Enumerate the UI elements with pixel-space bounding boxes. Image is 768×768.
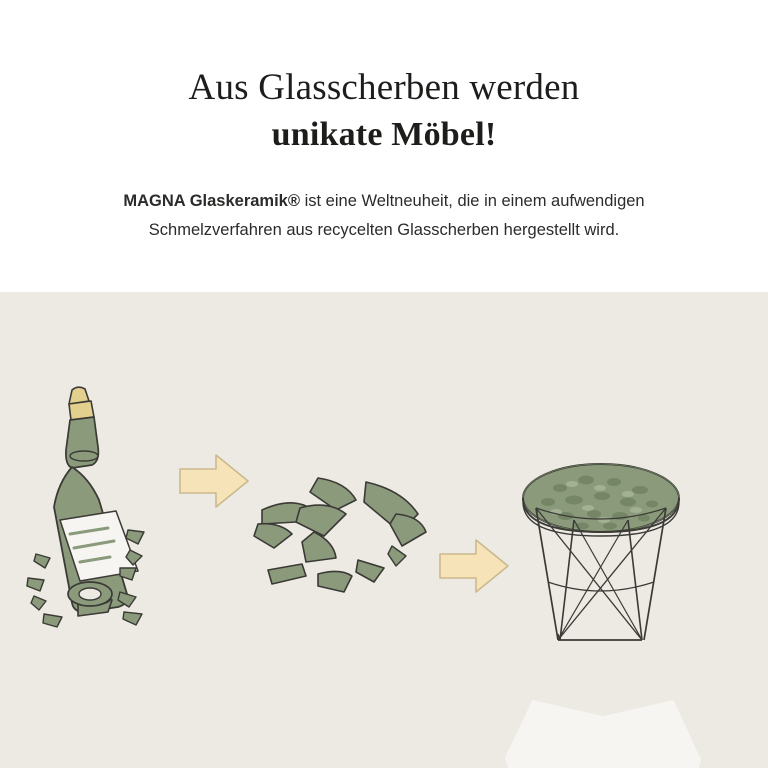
headline-line-1: Aus Glasscherben werden bbox=[188, 67, 580, 109]
headline-line-2: unikate Möbel! bbox=[271, 116, 497, 154]
subheading-rest: ist eine Weltneuheit, die in einem aufwendigen Schmelzverfahren aus recycelten Glasscherben hergestellt wird. bbox=[148, 192, 645, 240]
table-illustration bbox=[523, 464, 679, 640]
arrow-2-icon bbox=[440, 540, 508, 592]
brand-name: MAGNA Glaskeramik® bbox=[123, 192, 301, 211]
illustration-band bbox=[0, 292, 768, 768]
infographic-art bbox=[0, 292, 768, 768]
text-block bbox=[0, 0, 768, 292]
page-title bbox=[62, 65, 706, 157]
subheading bbox=[69, 187, 699, 245]
illustration-canvas bbox=[0, 292, 768, 768]
shards-illustration bbox=[254, 478, 426, 592]
arrow-1-icon bbox=[180, 455, 248, 507]
bottle-illustration bbox=[27, 387, 144, 627]
